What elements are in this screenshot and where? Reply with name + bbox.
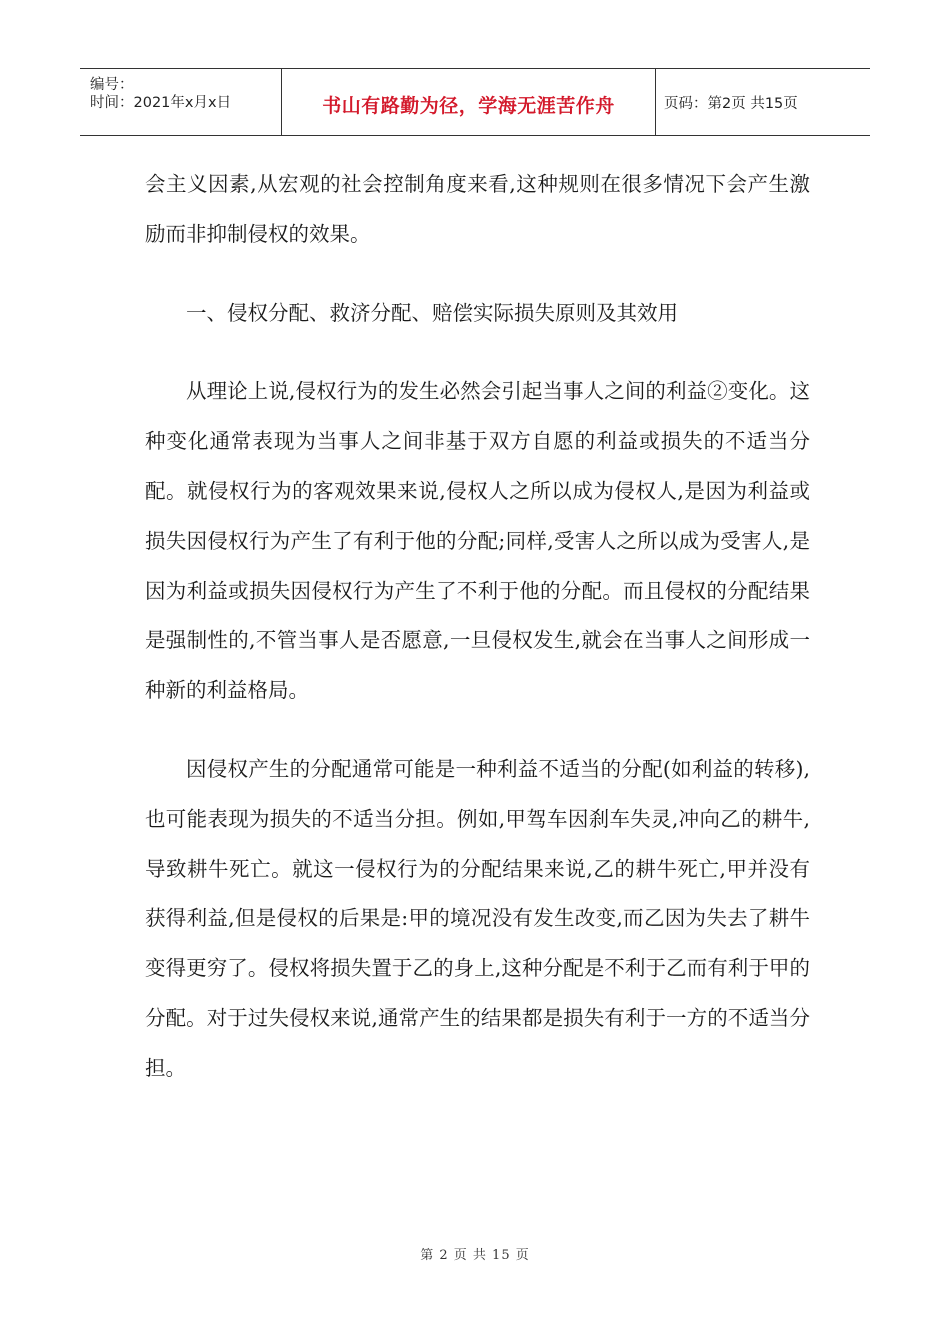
header-meta-cell <box>80 69 282 135</box>
page-header <box>80 68 870 136</box>
header-motto-cell <box>282 69 656 135</box>
paragraph-2: 因侵权产生的分配通常可能是一种利益不适当的分配(如利益的转移),也可能表现为损失的不适当分担。例如,甲驾车因刹车失灵,冲向乙的耕牛,导致耕牛死亡。就这一侵权行为的分配结果来说,乙的耕牛死亡,甲并没有获得利益,但是侵权的后果是:甲的境况没有发生改变,而乙因为失去了耕牛变得更穷了。侵权将损失置于乙的身上,这种分配是不利于乙而有利于甲的分配。对于过失侵权来说,通常产生的结果都是损失有利于一方的不适当分担。 <box>145 756 810 1080</box>
paragraph-continuation: 会主义因素,从宏观的社会控制角度来看,这种规则在很多情况下会产生激励而非抑制侵权的效果。 <box>145 172 810 246</box>
page-footer: 第 2 页 共 15 页 <box>420 1248 530 1263</box>
paragraph-gap <box>145 338 810 367</box>
header-page-info: 页码：第2页 共15页 <box>664 95 798 112</box>
section-heading: 一、侵权分配、救济分配、赔偿实际损失原则及其效用 <box>186 300 678 325</box>
header-page-cell <box>656 69 870 135</box>
paragraph-gap <box>145 716 810 745</box>
document-body <box>145 160 810 1094</box>
document-date-label: 时间：2021年x月x日 <box>90 95 232 111</box>
paragraph-1: 从理论上说,侵权行为的发生必然会引起当事人之间的利益②变化。这种变化通常表现为当事人之间非基于双方自愿的利益或损失的不适当分配。就侵权行为的客观效果来说,侵权人之所以成为侵权人,是因为利益或损失因侵权行为产生了有利于他的分配;同样,受害人之所以成为受害人,是因为利益或损失因侵权行为产生了不利于他的分配。而且侵权的分配结果是强制性的,不管当事人是否愿意,一旦侵权发生,就会在当事人之间形成一种新的利益格局。 <box>145 379 810 703</box>
paragraph-gap <box>145 260 810 289</box>
document-number-label: 编号： <box>90 77 134 93</box>
header-motto: 书山有路勤为径，学海无涯苦作舟 <box>322 94 615 117</box>
